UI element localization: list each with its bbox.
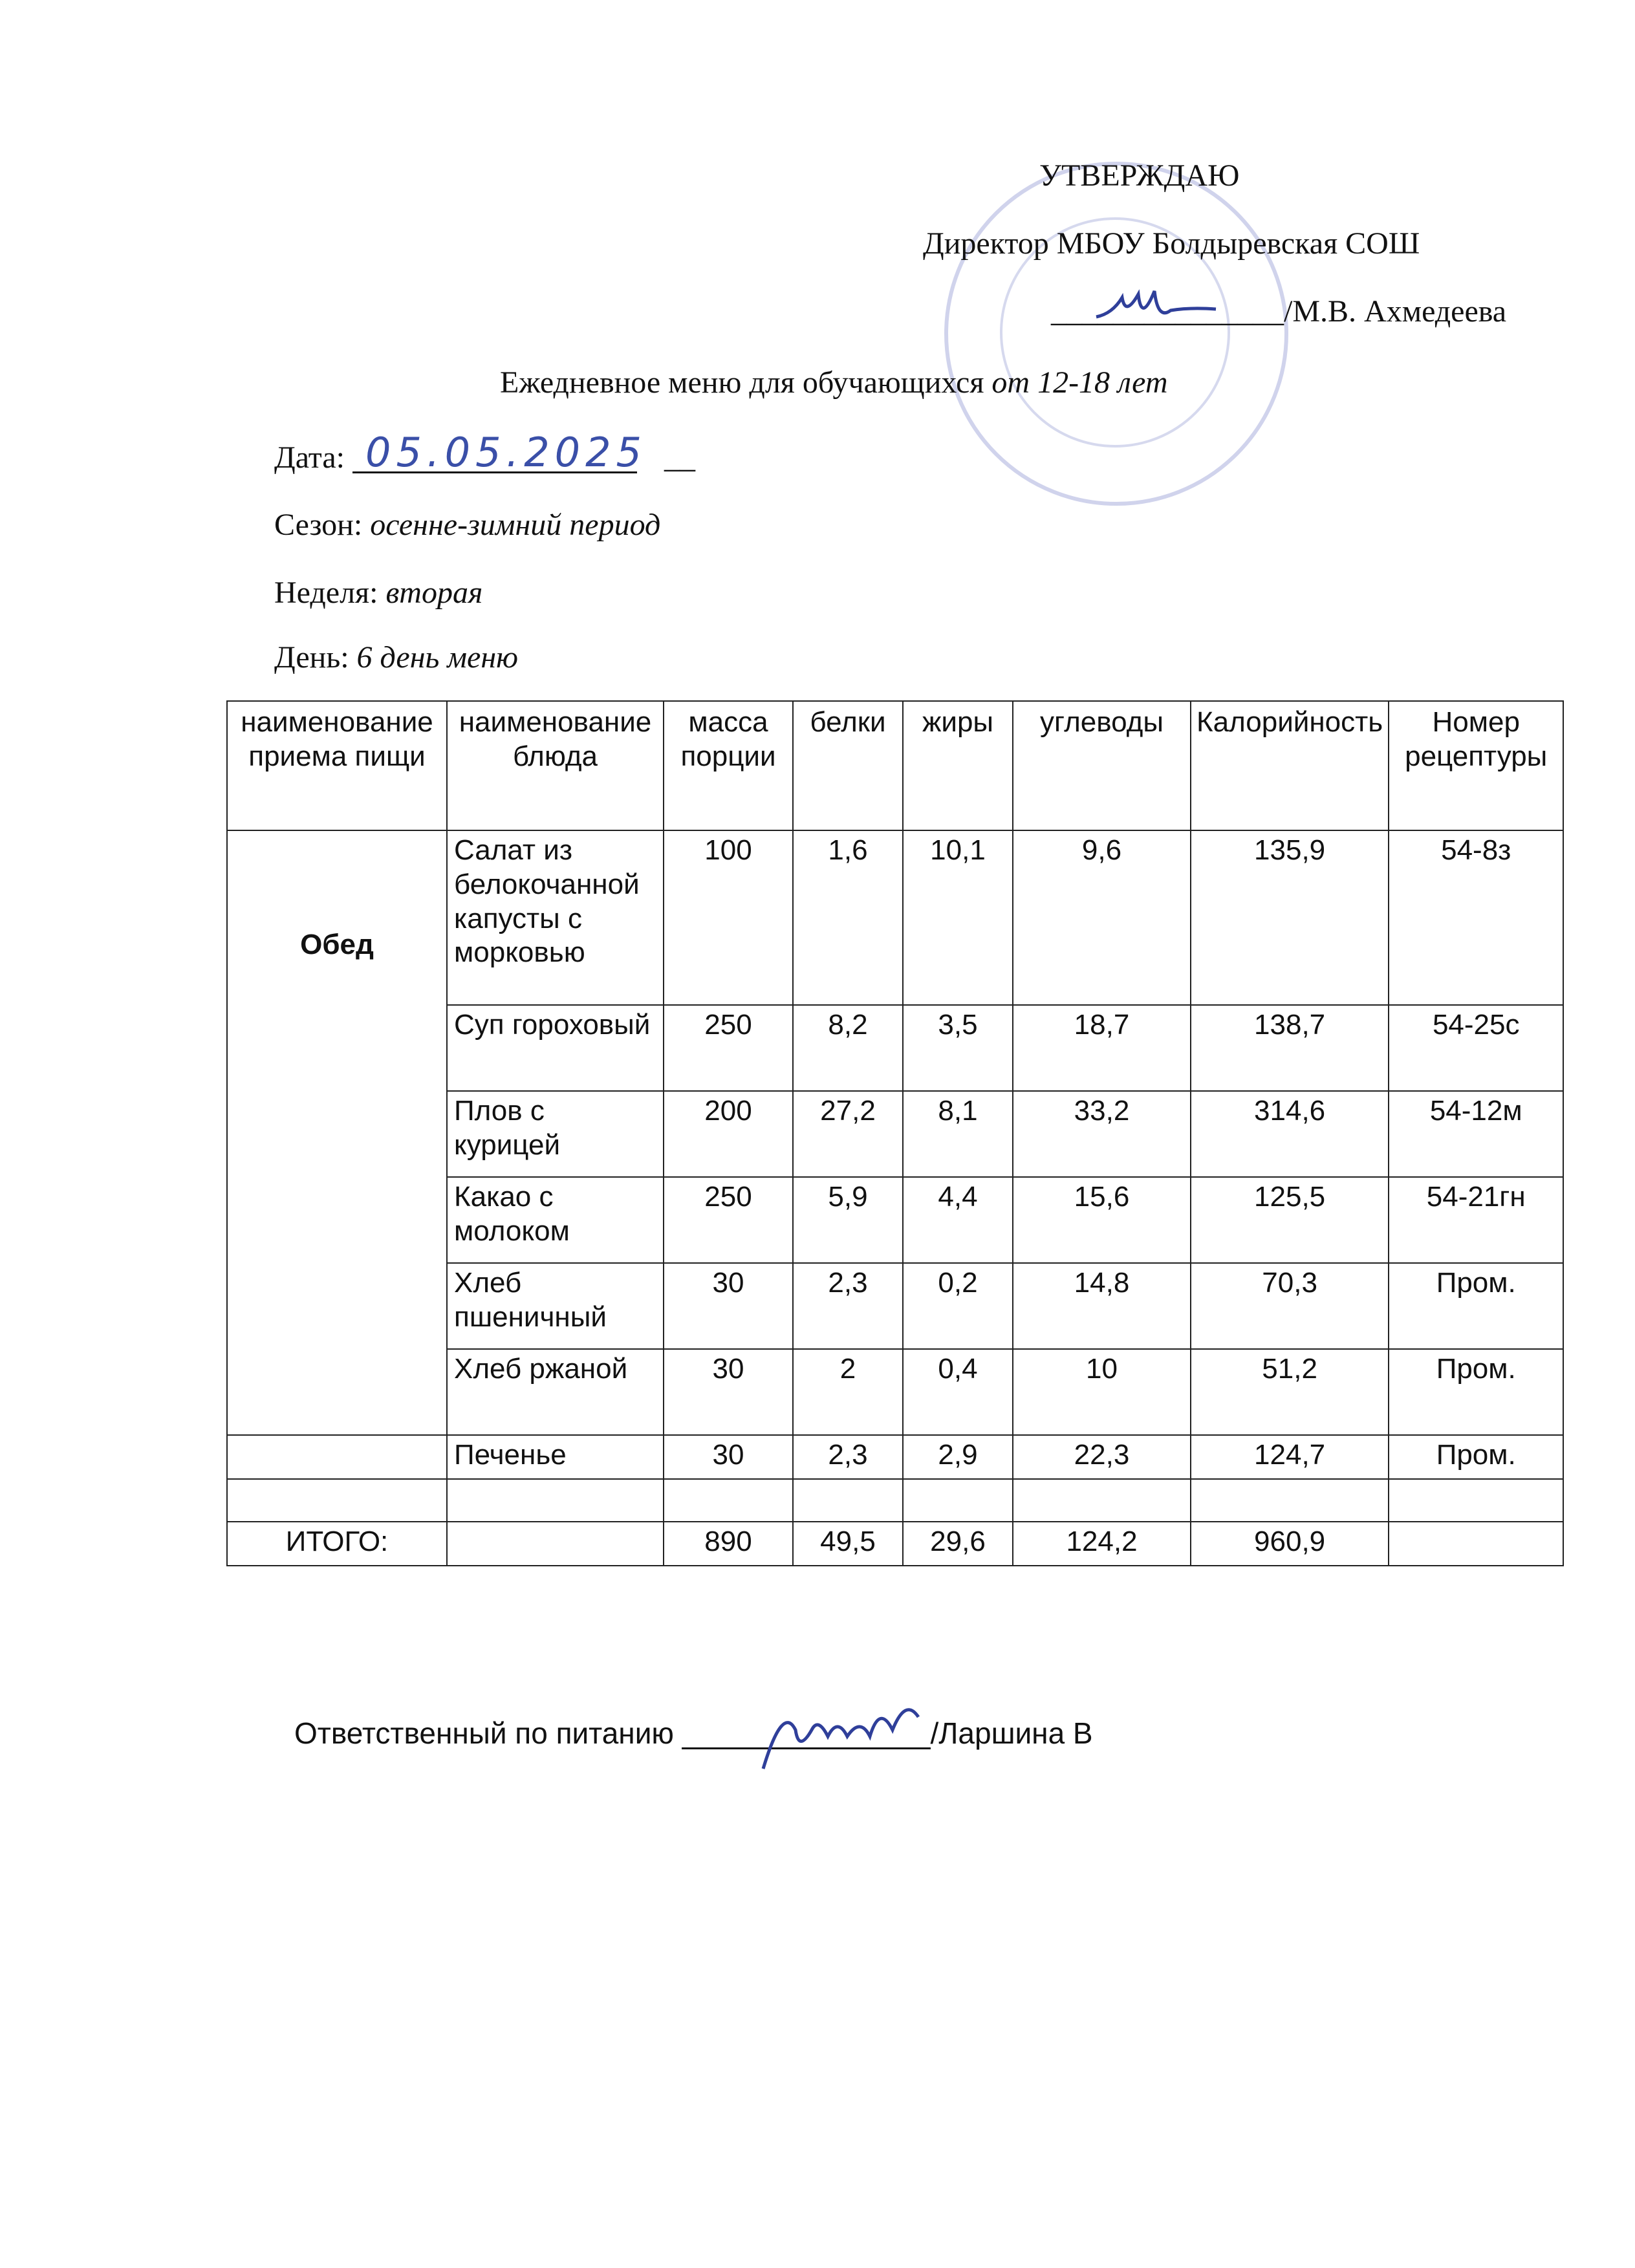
- total-label: ИТОГО:: [227, 1522, 447, 1566]
- dish-cell: Хлеб пшеничный: [447, 1263, 664, 1349]
- kcal-cell: 124,7: [1191, 1435, 1389, 1479]
- kcal-cell: 70,3: [1191, 1263, 1389, 1349]
- col-header: наименование блюда: [447, 701, 664, 830]
- mass-cell: 250: [664, 1005, 793, 1091]
- table-row-empty: [227, 1479, 1563, 1522]
- fat-cell: 3,5: [903, 1005, 1013, 1091]
- date-tail: __: [664, 440, 696, 475]
- total-kcal: 960,9: [1191, 1522, 1389, 1566]
- menu-table: [226, 700, 1564, 1566]
- season-value: осенне-зимний период: [370, 508, 661, 542]
- date-field: [274, 429, 696, 476]
- date-value: 05.05.2025: [365, 429, 647, 476]
- kcal-cell: 51,2: [1191, 1349, 1389, 1435]
- protein-cell: 8,2: [793, 1005, 903, 1091]
- week-value: вторая: [385, 576, 483, 610]
- total-mass: 890: [664, 1522, 793, 1566]
- dish-cell: Суп гороховый: [447, 1005, 664, 1091]
- total-carbs: 124,2: [1013, 1522, 1191, 1566]
- protein-cell: 2: [793, 1349, 903, 1435]
- day-value: 6 день меню: [356, 640, 518, 675]
- day-field: [274, 642, 518, 673]
- fat-cell: 2,9: [903, 1435, 1013, 1479]
- responsible-line: [294, 1716, 1093, 1751]
- fat-cell: 4,4: [903, 1177, 1013, 1263]
- kcal-cell: 125,5: [1191, 1177, 1389, 1263]
- dish-cell: Салат из белокочанной капусты с морковью: [447, 830, 664, 1005]
- protein-cell: 2,3: [793, 1435, 903, 1479]
- responsible-label: Ответственный по питанию: [294, 1716, 682, 1750]
- director-position: Директор МБОУ Болдыревская СОШ: [923, 226, 1420, 261]
- table-header-row: [227, 701, 1563, 830]
- carbs-cell: 9,6: [1013, 830, 1191, 1005]
- mass-cell: 100: [664, 830, 793, 1005]
- dish-cell: Плов с курицей: [447, 1091, 664, 1177]
- day-label: День:: [274, 640, 357, 675]
- dish-cell: Печенье: [447, 1435, 664, 1479]
- fat-cell: 8,1: [903, 1091, 1013, 1177]
- recipe-cell: Пром.: [1389, 1435, 1563, 1479]
- week-label: Неделя:: [274, 576, 386, 610]
- total-protein: 49,5: [793, 1522, 903, 1566]
- dish-cell: Какао с молоком: [447, 1177, 664, 1263]
- fat-cell: 0,4: [903, 1349, 1013, 1435]
- recipe-cell: 54-12м: [1389, 1091, 1563, 1177]
- fat-cell: 10,1: [903, 830, 1013, 1005]
- season-label: Сезон:: [274, 508, 371, 542]
- recipe-cell: Пром.: [1389, 1263, 1563, 1349]
- season-field: [274, 510, 660, 541]
- carbs-cell: 33,2: [1013, 1091, 1191, 1177]
- protein-cell: 27,2: [793, 1091, 903, 1177]
- kcal-cell: 138,7: [1191, 1005, 1389, 1091]
- mass-cell: 30: [664, 1263, 793, 1349]
- mass-cell: 30: [664, 1435, 793, 1479]
- meal-cell: Обед: [227, 830, 447, 1435]
- fat-cell: 0,2: [903, 1263, 1013, 1349]
- protein-cell: 1,6: [793, 830, 903, 1005]
- total-row: [227, 1522, 1563, 1566]
- mass-cell: 250: [664, 1177, 793, 1263]
- col-header: белки: [793, 701, 903, 830]
- carbs-cell: 14,8: [1013, 1263, 1191, 1349]
- table-row: [227, 830, 1563, 1005]
- recipe-cell: Пром.: [1389, 1349, 1563, 1435]
- empty-cell: [447, 1522, 664, 1566]
- mass-cell: 200: [664, 1091, 793, 1177]
- empty-cell: [227, 1435, 447, 1479]
- carbs-cell: 10: [1013, 1349, 1191, 1435]
- kcal-cell: 135,9: [1191, 830, 1389, 1005]
- col-header: Калорийность: [1191, 701, 1389, 830]
- title-text: Ежедневное меню для обучающихся: [500, 365, 992, 400]
- col-header: масса порции: [664, 701, 793, 830]
- empty-cell: [1389, 1522, 1563, 1566]
- responsible-signature: [757, 1691, 931, 1788]
- kcal-cell: 314,6: [1191, 1091, 1389, 1177]
- col-header: Номер рецептуры: [1389, 701, 1563, 830]
- col-header: наименование приема пищи: [227, 701, 447, 830]
- protein-cell: 5,9: [793, 1177, 903, 1263]
- signature-line: _______________: [682, 1716, 931, 1750]
- recipe-cell: 54-21гн: [1389, 1177, 1563, 1263]
- mass-cell: 30: [664, 1349, 793, 1435]
- recipe-cell: 54-25с: [1389, 1005, 1563, 1091]
- table-row: [227, 1435, 1563, 1479]
- protein-cell: 2,3: [793, 1263, 903, 1349]
- carbs-cell: 18,7: [1013, 1005, 1191, 1091]
- week-field: [274, 578, 482, 609]
- carbs-cell: 15,6: [1013, 1177, 1191, 1263]
- date-label: Дата:: [274, 440, 345, 475]
- col-header: углеводы: [1013, 701, 1191, 830]
- approval-title: УТВЕРЖДАЮ: [1039, 158, 1240, 193]
- page-title: [500, 367, 1168, 398]
- col-header: жиры: [903, 701, 1013, 830]
- total-fat: 29,6: [903, 1522, 1013, 1566]
- carbs-cell: 22,3: [1013, 1435, 1191, 1479]
- dish-cell: Хлеб ржаной: [447, 1349, 664, 1435]
- recipe-cell: 54-8з: [1389, 830, 1563, 1005]
- title-age: от 12-18 лет: [991, 365, 1168, 400]
- director-name: _______________/М.В. Ахмедеева: [1051, 294, 1507, 329]
- responsible-name: /Ларшина В: [930, 1716, 1093, 1750]
